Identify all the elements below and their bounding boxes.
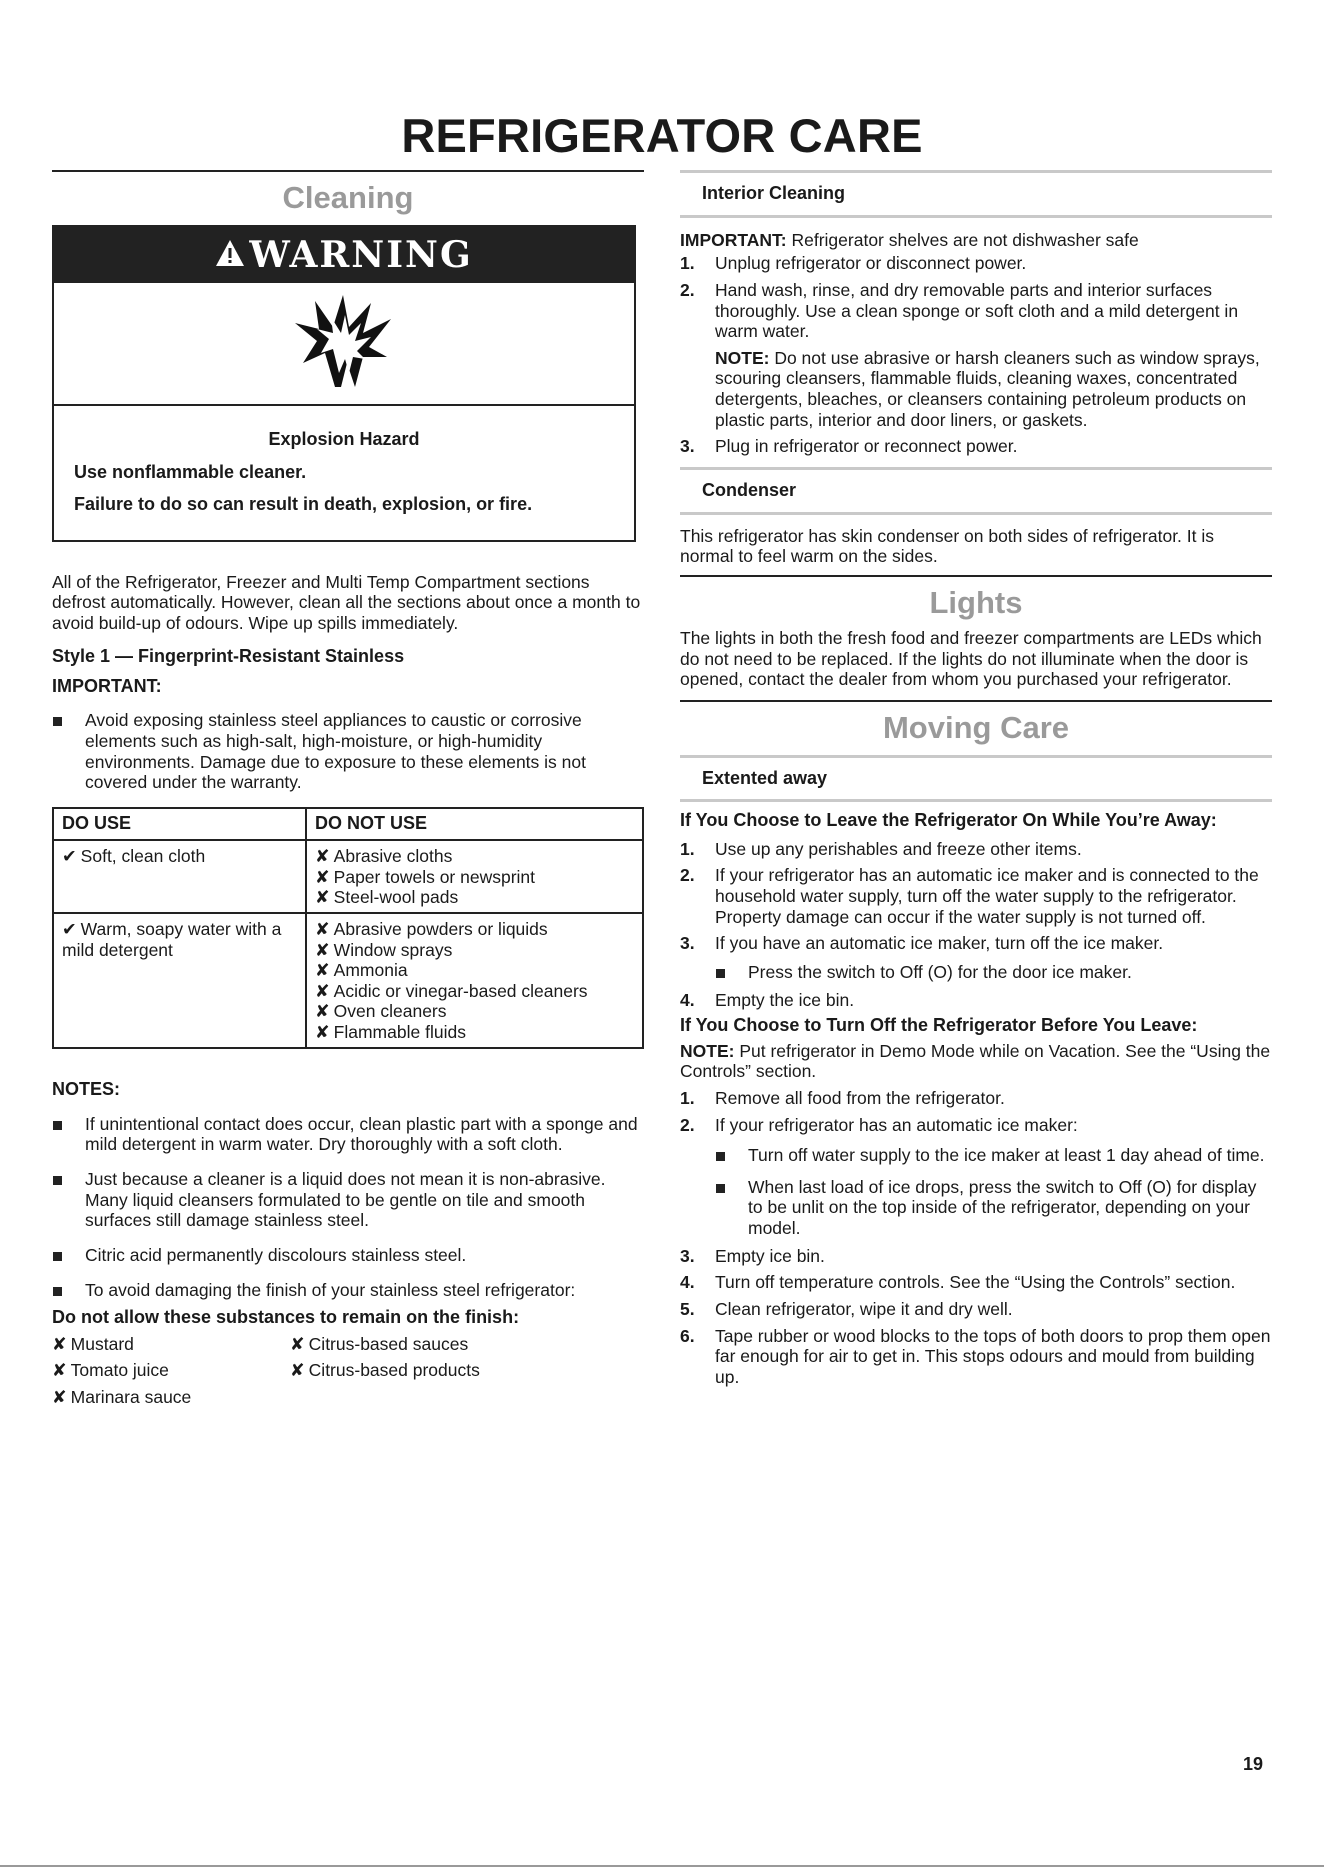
cross-icon: ✘ bbox=[315, 1001, 330, 1022]
cross-icon: ✘ bbox=[315, 866, 330, 887]
cross-icon: ✘ bbox=[52, 1360, 67, 1381]
moving-note: NOTE: Put refrigerator in Demo Mode while on Vacation. See the “Using the Controls” section. bbox=[680, 1040, 1271, 1082]
extended-away-heading: Extented away bbox=[680, 755, 1272, 803]
step-item: 3. Empty ice bin. bbox=[680, 1245, 825, 1266]
cross-icon: ✘ bbox=[290, 1360, 305, 1381]
note-item: If unintentional contact does occur, clean plastic part with a sponge and mild detergent in warm water. Dry thoroughly with a soft cloth. bbox=[52, 1114, 644, 1155]
cleaning-heading: Cleaning bbox=[52, 170, 644, 225]
list-item: ✘ Tomato juice bbox=[52, 1360, 169, 1381]
warning-line-1: Use nonflammable cleaner. bbox=[74, 461, 307, 482]
cross-icon: ✘ bbox=[315, 1022, 330, 1043]
step-item: 6. Tape rubber or wood blocks to the tops of both doors to prop them open far enough for air to get in. This stops odours and mould from building up. bbox=[680, 1325, 1271, 1387]
do-not-use-header: DO NOT USE bbox=[306, 808, 643, 840]
step-item: 4. Turn off temperature controls. See the “Using the Controls” section. bbox=[680, 1272, 1236, 1293]
explosion-icon bbox=[295, 293, 393, 394]
condenser-heading: Condenser bbox=[680, 467, 1272, 515]
list-item: ✘ Citrus-based products bbox=[290, 1360, 480, 1381]
substances-heading: Do not allow these substances to remain on the finish: bbox=[52, 1307, 520, 1328]
warning-icon-area bbox=[54, 283, 634, 406]
step-item: 1. Unplug refrigerator or disconnect power. bbox=[680, 253, 1027, 274]
step-item: 3. If you have an automatic ice maker, turn off the ice maker. bbox=[680, 933, 1164, 954]
note-item: To avoid damaging the finish of your stainless steel refrigerator: bbox=[52, 1280, 644, 1301]
interior-important: IMPORTANT: Refrigerator shelves are not dishwasher safe bbox=[680, 229, 1139, 250]
table-row bbox=[53, 913, 643, 1048]
list-item: ✘ Flammable fluids bbox=[315, 1022, 466, 1043]
cross-icon: ✘ bbox=[315, 960, 330, 981]
list-item: ✘ Abrasive powders or liquids bbox=[315, 918, 548, 939]
hazard-title: Explosion Hazard bbox=[268, 429, 420, 449]
list-item: ✘ Abrasive cloths bbox=[315, 845, 453, 866]
dont-cell bbox=[306, 913, 643, 1048]
lights-heading: Lights bbox=[680, 575, 1272, 630]
step-item: 2. If your refrigerator has an automatic ice maker and is connected to the household water supply, turn off the water supply to the refrigerator. Property damage can occur if the water supply is not turned off. bbox=[680, 865, 1259, 927]
check-icon: ✔ bbox=[62, 845, 77, 866]
cleaning-intro: All of the Refrigerator, Freezer and Multi Temp Compartment sections defrost automatically. However, clean all the sections about once a month to avoid build-up of odours. Wipe up spills immediately. bbox=[52, 571, 641, 633]
do-use-table bbox=[52, 807, 644, 1049]
interior-cleaning-heading: Interior Cleaning bbox=[680, 170, 1272, 218]
sub-bullet: Turn off water supply to the ice maker at least 1 day ahead of time. bbox=[715, 1145, 1272, 1166]
leave-on-heading: If You Choose to Leave the Refrigerator On While You’re Away: bbox=[680, 810, 1217, 831]
sub-bullet: When last load of ice drops, press the switch to Off (O) for display to be unlit on the top inside of the refrigerator, depending on your model. bbox=[715, 1177, 1272, 1239]
step-item: 4. Empty the ice bin. bbox=[680, 990, 855, 1011]
step-item: 2. If your refrigerator has an automatic ice maker: bbox=[680, 1114, 1078, 1135]
right-column bbox=[680, 170, 1272, 1388]
step-item: 3. Plug in refrigerator or reconnect power. bbox=[680, 436, 1018, 457]
notes-label: NOTES: bbox=[52, 1078, 121, 1099]
list-item: ✘ Marinara sauce bbox=[52, 1387, 192, 1408]
step-item: 1. Use up any perishables and freeze other items. bbox=[680, 838, 1082, 859]
step-item: 5. Clean refrigerator, wipe it and dry well. bbox=[680, 1299, 1013, 1320]
important-label: IMPORTANT: bbox=[52, 675, 162, 696]
sub-bullet: Press the switch to Off (O) for the door ice maker. bbox=[715, 962, 1272, 983]
left-column bbox=[52, 170, 644, 1408]
substances-list bbox=[52, 1334, 644, 1408]
do-cell: ✔ Soft, clean cloth bbox=[53, 840, 306, 913]
page-title: REFRIGERATOR CARE bbox=[401, 109, 923, 162]
page-number: 19 bbox=[1242, 1754, 1263, 1774]
cross-icon: ✘ bbox=[315, 845, 330, 866]
list-item: ✘ Acidic or vinegar-based cleaners bbox=[315, 980, 588, 1001]
cross-icon: ✘ bbox=[52, 1333, 67, 1354]
dont-cell bbox=[306, 840, 643, 913]
warning-label: WARNING bbox=[249, 234, 473, 276]
check-icon: ✔ bbox=[62, 918, 77, 939]
note-item: Just because a cleaner is a liquid does not mean it is non-abrasive. Many liquid cleansers formulated to be gentle on tile and smooth surfaces still damage stainless steel. bbox=[52, 1169, 644, 1231]
condenser-text: This refrigerator has skin condenser on both sides of refrigerator. It is normal to feel warm on the sides. bbox=[680, 525, 1215, 567]
cross-icon: ✘ bbox=[315, 918, 330, 939]
list-item: ✘ Steel-wool pads bbox=[315, 887, 459, 908]
cross-icon: ✘ bbox=[315, 939, 330, 960]
list-item: ✘ Window sprays bbox=[315, 939, 453, 960]
lights-text: The lights in both the fresh food and freezer compartments are LEDs which do not need to be replaced. If the lights do not illuminate when the door is opened, contact the dealer from whom you purchased your refrigerator. bbox=[680, 627, 1262, 690]
important-bullet: Avoid exposing stainless steel appliances to caustic or corrosive elements such as high-salt, high-moisture, or high-humidity environments. Damage due to exposure to these elements is not covered under the warranty. bbox=[52, 710, 644, 793]
note-item: Citric acid permanently discolours stainless steel. bbox=[52, 1245, 644, 1266]
interior-note: NOTE: Do not use abrasive or harsh cleaners such as window sprays, scouring cleansers, flammable fluids, cleaning waxes, concentrated detergents, bleaches, or cleansers containing petroleum products on plastic parts, interior and door liners, or gaskets. bbox=[715, 347, 1260, 430]
warning-body bbox=[54, 406, 634, 540]
cross-icon: ✘ bbox=[52, 1387, 67, 1408]
step-item: 2. Hand wash, rinse, and dry removable parts and interior surfaces thoroughly. Use a clean sponge or soft cloth and a mild detergent in warm water. bbox=[680, 279, 1239, 342]
do-use-header: DO USE bbox=[53, 808, 306, 840]
table-row bbox=[53, 840, 643, 913]
list-item: ✘ Citrus-based sauces bbox=[290, 1333, 469, 1354]
warning-bar bbox=[54, 227, 634, 283]
list-item: ✘ Mustard bbox=[52, 1333, 134, 1354]
cross-icon: ✘ bbox=[315, 887, 330, 908]
bottom-divider bbox=[0, 1865, 1324, 1867]
style-heading: Style 1 — Fingerprint-Resistant Stainless bbox=[52, 646, 405, 667]
warning-line-2: Failure to do so can result in death, explosion, or fire. bbox=[74, 494, 533, 514]
alert-triangle-icon bbox=[215, 227, 245, 283]
warning-box bbox=[52, 225, 636, 542]
list-item: ✘ Paper towels or newsprint bbox=[315, 866, 536, 887]
moving-care-heading: Moving Care bbox=[680, 700, 1272, 755]
step-item: 1. Remove all food from the refrigerator. bbox=[680, 1087, 1005, 1108]
turn-off-heading: If You Choose to Turn Off the Refrigerator Before You Leave: bbox=[680, 1015, 1198, 1036]
cross-icon: ✘ bbox=[290, 1333, 305, 1354]
list-item: ✘ Oven cleaners bbox=[315, 1001, 447, 1022]
list-item: ✘ Ammonia bbox=[315, 960, 408, 981]
do-cell: ✔ Warm, soapy water with a mild detergent bbox=[53, 913, 306, 1048]
cross-icon: ✘ bbox=[315, 980, 330, 1001]
